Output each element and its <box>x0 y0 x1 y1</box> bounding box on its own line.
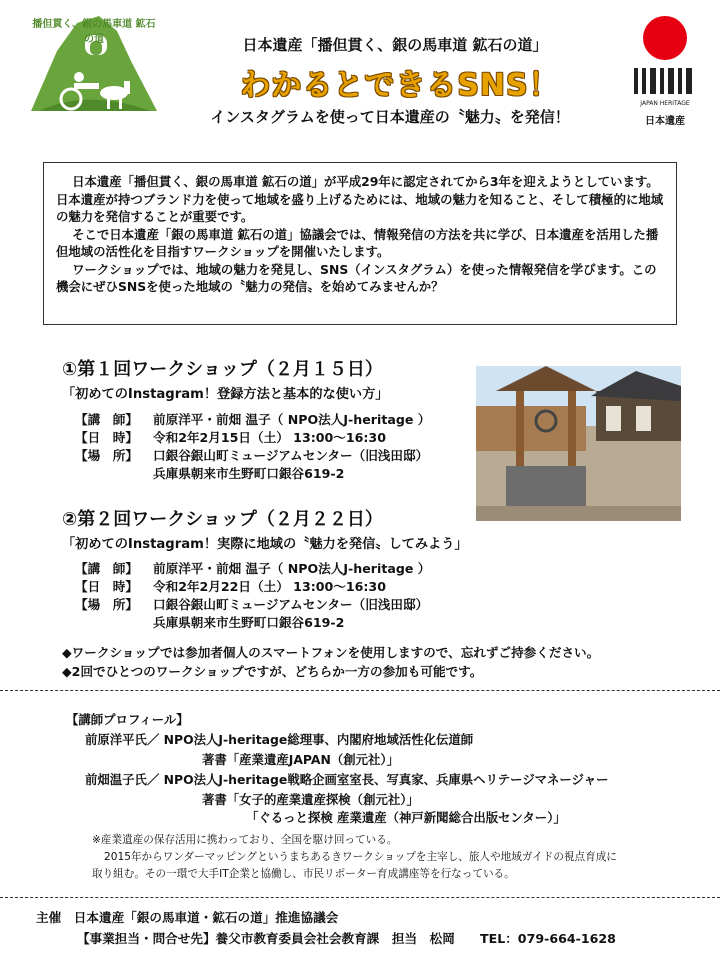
profile-note-3: 取り組む。その一環で大手IT企業と協働し、市民リポーター育成講座等を行なっている。 <box>92 868 515 880</box>
workshop-1-subtitle: 「初めてのInstagram！登録方法と基本的な使い方」 <box>62 387 389 402</box>
profile-note-2: 2015年からワンダーマッピングというまちあるきワークショップを主宰し、旅人や地域ガイドの視点育成に <box>104 851 617 863</box>
profile-maehata-book-2: 「ぐるっと探検 産業遺産（神戸新聞総合出版センター）」 <box>246 810 566 825</box>
profile-maehata-book-1: 著書「女子的産業遺産探検（創元社）」 <box>202 792 419 807</box>
japan-heritage-logo <box>626 12 704 130</box>
intro-box <box>43 162 677 325</box>
organizer: 主催 日本遺産「銀の馬車道・鉱石の道」推進協議会 <box>36 910 339 925</box>
profile-note-1: ※産業遺産の保存活用に携わっており、全国を駆け回っている。 <box>92 834 398 846</box>
detail-row: 兵庫県朝来市生野町口銀谷619-2 <box>153 466 345 481</box>
detail-row: 【日 時】 令和2年2月15日（土） 13:00～16:30 <box>75 430 386 445</box>
workshop-1-title: ①第１回ワークショップ（２月１５日） <box>62 359 383 380</box>
profile-maehara-book: 著書「産業遺産JAPAN（創元社）」 <box>202 752 399 767</box>
logo-caption-en: JAPAN HERITAGE <box>640 100 690 107</box>
workshop-2-subtitle: 「初めてのInstagram！実際に地域の〝魅力を発信〟してみよう」 <box>62 537 468 552</box>
detail-row: 【場 所】 口銀谷銀山町ミュージアムセンター（旧浅田邸） <box>75 597 429 612</box>
logo-text: 播但貫く、銀の馬車道 鉱石の道 <box>32 19 156 45</box>
detail-row: 兵庫県朝来市生野町口銀谷619-2 <box>153 615 345 630</box>
divider <box>0 690 720 691</box>
header-tagline: インスタグラムを使って日本遺産の〝魅力〟を発信！ <box>210 108 570 126</box>
heritage-route-logo <box>29 11 159 121</box>
intro-paragraph-2: そこで日本遺産「銀の馬車道 鉱石の道」協議会では、情報発信の方法を共に学び、日本遺産を活用した播但地域の活性化を目指すワークショップを開催いたします。 <box>56 226 659 259</box>
profile-maehara: 前原洋平氏／ NPO法人J-heritage総理事、内閣府地域活性化伝道師 <box>85 732 474 747</box>
profile-maehata: 前畑温子氏／ NPO法人J-heritage戦略企画室室長、写真家、兵庫県ヘリテージマネージャー <box>85 772 609 787</box>
workshop-2-details <box>75 558 430 630</box>
detail-row: 【講 師】 前原洋平・前畑 温子（ NPO法人J-heritage ） <box>75 412 431 427</box>
detail-row: 【講 師】 前原洋平・前畑 温子（ NPO法人J-heritage ） <box>75 561 431 576</box>
header-subtitle: 日本遺産「播但貫く、銀の馬車道 鉱石の道」 <box>242 36 548 54</box>
detail-row: 【日 時】 令和2年2月22日（土） 13:00～16:30 <box>75 579 386 594</box>
workshop-1-details <box>75 409 430 481</box>
profile-heading: 【講師プロフィール】 <box>66 712 189 727</box>
divider <box>0 897 720 898</box>
intro-paragraph-1: 日本遺産「播但貫く、銀の馬車道 鉱石の道」が平成29年に認定されてから3年を迎えようとしています。日本遺産が持つブランド力を使って地域を盛り上げるためには、地域の魅力を知ること、そして積極的に地域の魅力を発信することが重要です。 <box>56 174 664 224</box>
detail-row: 【場 所】 口銀谷銀山町ミュージアムセンター（旧浅田邸） <box>75 448 429 463</box>
intro-paragraph-3: ワークショップでは、地域の魅力を発見し、SNS（インスタグラム）を使った情報発信を学びます。この機会にぜひSNSを使った地域の〝魅力の発信〟を始めてみませんか？ <box>56 261 657 294</box>
logo-caption-jp: 日本遺産 <box>645 116 685 127</box>
venue-photo <box>476 366 681 521</box>
note-attendance: ◆2回でひとつのワークショップですが、どちらか一方の参加も可能です。 <box>62 664 483 679</box>
contact-info: 【事業担当・問合せ先】養父市教育委員会社会教育課 担当 松岡 TEL：079-664-1628 <box>77 931 616 946</box>
workshop-2-title: ②第２回ワークショップ（２月２２日） <box>62 509 383 530</box>
note-smartphone: ◆ワークショップでは参加者個人のスマートフォンを使用しますので、忘れずご持参ください。 <box>62 645 600 660</box>
page-title: わかるとできるSNS！ <box>240 68 560 103</box>
